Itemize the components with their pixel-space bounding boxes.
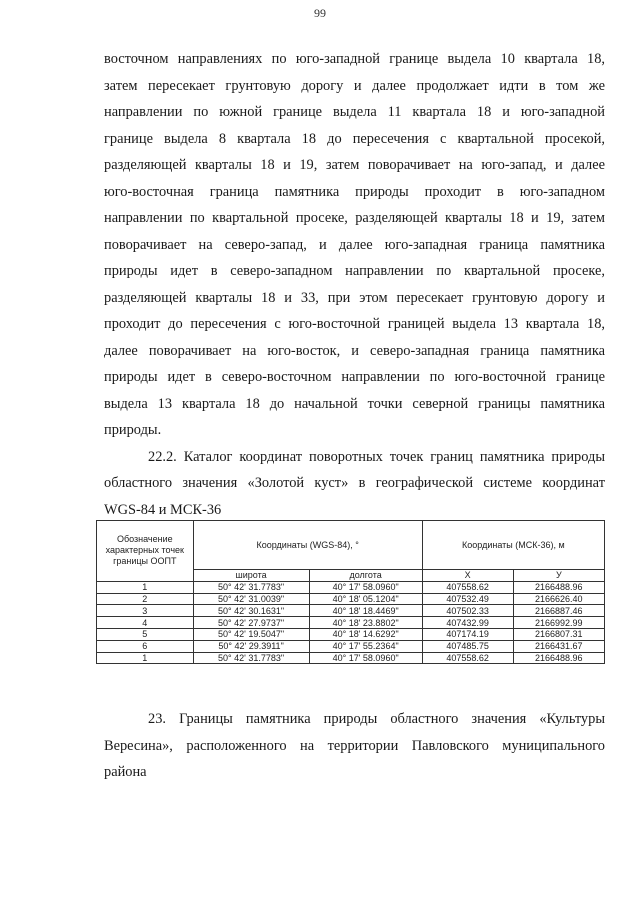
cell-y: 2166626.40 xyxy=(513,593,604,605)
cell-longitude: 40° 18' 05.1204" xyxy=(309,593,422,605)
table-row xyxy=(97,617,605,629)
cell-y: 2166431.67 xyxy=(513,640,604,652)
section-23-heading xyxy=(104,706,605,786)
cell-x: 407174.19 xyxy=(422,628,513,640)
text-line: направлении по квартальной просеке, разделяющей кварталы 18 и 19, затем xyxy=(104,210,605,226)
cell-point: 6 xyxy=(97,640,194,652)
page-number: 99 xyxy=(314,6,326,20)
section-heading-line: Вересина», расположенного на территории Павловского муниципального xyxy=(104,737,605,754)
cell-longitude: 40° 17' 58.0960" xyxy=(309,581,422,593)
section-heading-line: района xyxy=(104,764,147,780)
header-wgs84: Координаты (WGS-84), ° xyxy=(193,521,422,570)
text-line: разделяющей кварталы 18 и 33, при этом пересекает грунтовую дорогу и xyxy=(104,289,605,306)
cell-latitude: 50° 42' 29.3911" xyxy=(193,640,309,652)
cell-y: 2166887.46 xyxy=(513,605,604,617)
cell-point: 1 xyxy=(97,581,194,593)
text-line: далее поворачивает на юго-восток, и северо-западная граница памятника xyxy=(104,342,605,359)
subheader-y: У xyxy=(513,570,604,582)
cell-point: 5 xyxy=(97,628,194,640)
text-line: затем пересекает грунтовую дорогу и далее продолжает идти в том же xyxy=(104,77,605,94)
header-msk36: Координаты (МСК-36), м xyxy=(422,521,604,570)
cell-y: 2166488.96 xyxy=(513,581,604,593)
cell-point: 3 xyxy=(97,605,194,617)
cell-longitude: 40° 17' 58.0960" xyxy=(309,652,422,664)
cell-x: 407502.33 xyxy=(422,605,513,617)
cell-longitude: 40° 18' 23.8802" xyxy=(309,617,422,629)
cell-latitude: 50° 42' 30.1631" xyxy=(193,605,309,617)
text-line: разделяющей кварталы 18 и 19, затем поворачивает на юго-запад, и далее xyxy=(104,157,605,173)
coordinates-table xyxy=(96,520,605,664)
cell-latitude: 50° 42' 19.5047" xyxy=(193,628,309,640)
boundary-description xyxy=(104,46,605,523)
catalog-heading-line: областного значения «Золотой куст» в географической системе координат xyxy=(104,475,605,491)
section-heading-line: 23. Границы памятника природы областного значения «Культуры xyxy=(148,711,605,727)
text-line: юго-восточная граница памятника природы проходит в юго-западном xyxy=(104,183,605,200)
subheader-latitude: широта xyxy=(193,570,309,582)
cell-longitude: 40° 17' 55.2364" xyxy=(309,640,422,652)
text-line: восточном направлениях по юго-западной границе выдела 10 квартала 18, xyxy=(104,51,605,67)
table-row xyxy=(97,593,605,605)
text-line: направлении по южной границе выдела 11 квартала 18 и юго-западной xyxy=(104,104,605,120)
text-line: поворачивает на северо-запад, и далее юго-западная граница памятника xyxy=(104,236,605,253)
cell-x: 407558.62 xyxy=(422,652,513,664)
cell-x: 407532.49 xyxy=(422,593,513,605)
cell-latitude: 50° 42' 31.7783" xyxy=(193,581,309,593)
table-row xyxy=(97,605,605,617)
cell-point: 4 xyxy=(97,617,194,629)
table-row xyxy=(97,628,605,640)
cell-latitude: 50° 42' 31.7783" xyxy=(193,652,309,664)
text-line: природы идет в северо-западном направлении по квартальной просеке, xyxy=(104,263,605,279)
cell-point: 2 xyxy=(97,593,194,605)
table-row xyxy=(97,581,605,593)
cell-y: 2166488.96 xyxy=(513,652,604,664)
table-header-row xyxy=(97,521,605,570)
cell-point: 1 xyxy=(97,652,194,664)
cell-longitude: 40° 18' 18.4469" xyxy=(309,605,422,617)
text-line: проходит до пересечения с юго-восточной границей выдела 13 квартала 18, xyxy=(104,316,605,332)
table-row xyxy=(97,640,605,652)
catalog-heading-line: 22.2. Каталог координат поворотных точек границ памятника природы xyxy=(148,448,605,465)
text-line: природы. xyxy=(104,422,162,438)
cell-y: 2166807.31 xyxy=(513,628,604,640)
subheader-x: X xyxy=(422,570,513,582)
subheader-longitude: долгота xyxy=(309,570,422,582)
cell-latitude: 50° 42' 27.9737" xyxy=(193,617,309,629)
cell-x: 407432.99 xyxy=(422,617,513,629)
header-point-name: Обозначение характерных точек границы ООПТ xyxy=(97,521,194,582)
catalog-heading-line: WGS-84 и МСК-36 xyxy=(104,501,222,518)
cell-x: 407485.75 xyxy=(422,640,513,652)
text-line: границе выдела 8 квартала 18 до пересечения с квартальной просекой, xyxy=(104,130,605,147)
cell-latitude: 50° 42' 31.0039" xyxy=(193,593,309,605)
text-line: природы идет в северо-восточном направлении по юго-восточной границе xyxy=(104,369,605,385)
text-line: выдела 13 квартала 18 до начальной точки северной границы памятника xyxy=(104,395,605,412)
cell-longitude: 40° 18' 14.6292" xyxy=(309,628,422,640)
cell-y: 2166992.99 xyxy=(513,617,604,629)
cell-x: 407558.62 xyxy=(422,581,513,593)
table-row xyxy=(97,652,605,664)
